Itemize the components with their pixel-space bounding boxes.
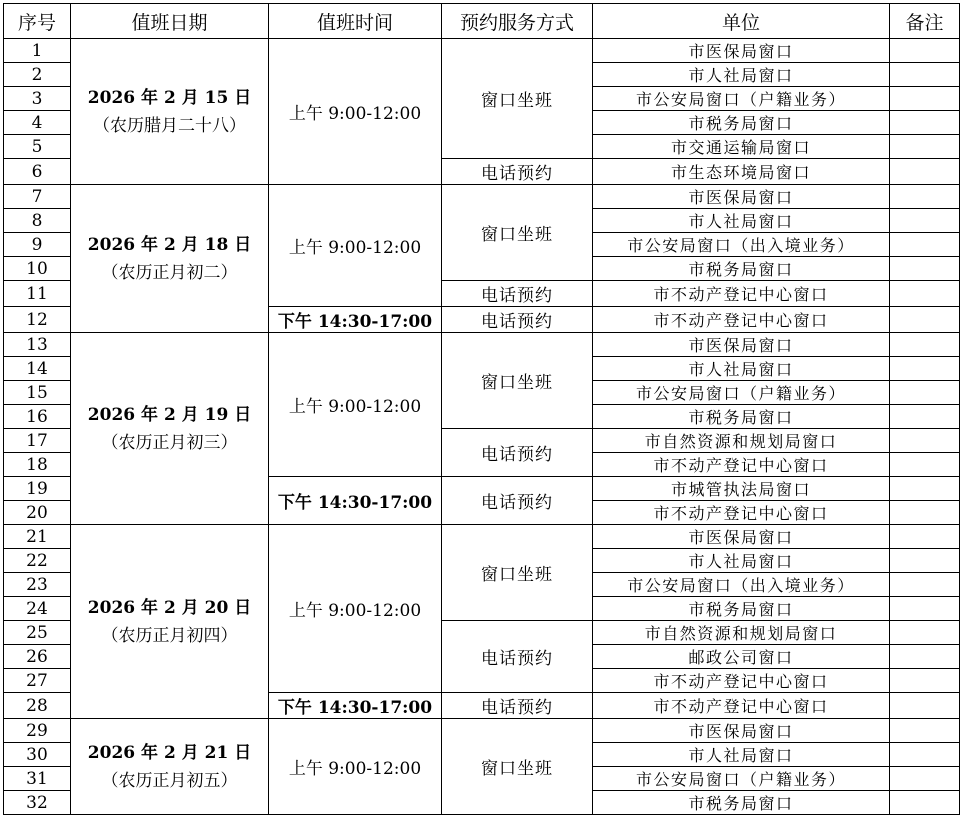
note-cell — [890, 597, 960, 621]
time-cell: 下午 14:30-17:00 — [269, 693, 442, 719]
note-cell — [890, 791, 960, 815]
note-cell — [890, 719, 960, 743]
time-cell: 下午 14:30-17:00 — [269, 477, 442, 525]
seq-cell: 12 — [4, 307, 71, 333]
note-cell — [890, 549, 960, 573]
note-cell — [890, 693, 960, 719]
unit-cell: 市人社局窗口 — [593, 743, 890, 767]
note-cell — [890, 307, 960, 333]
unit-cell: 市公安局窗口（户籍业务） — [593, 87, 890, 111]
note-cell — [890, 525, 960, 549]
unit-cell: 市公安局窗口（户籍业务） — [593, 767, 890, 791]
unit-cell: 市医保局窗口 — [593, 333, 890, 357]
seq-cell: 7 — [4, 185, 71, 209]
unit-cell: 市公安局窗口（出入境业务） — [593, 233, 890, 257]
unit-cell: 邮政公司窗口 — [593, 645, 890, 669]
seq-cell: 29 — [4, 719, 71, 743]
unit-cell: 市自然资源和规划局窗口 — [593, 621, 890, 645]
table-row — [4, 39, 960, 63]
seq-cell: 16 — [4, 405, 71, 429]
date-text: 2026 年 2 月 15 日 — [87, 87, 252, 108]
unit-cell: 市人社局窗口 — [593, 357, 890, 381]
note-cell — [890, 669, 960, 693]
seq-cell: 10 — [4, 257, 71, 281]
unit-cell: 市自然资源和规划局窗口 — [593, 429, 890, 453]
seq-cell: 28 — [4, 693, 71, 719]
seq-cell: 15 — [4, 381, 71, 405]
seq-cell: 19 — [4, 477, 71, 501]
header-seq: 序号 — [4, 4, 71, 39]
unit-cell: 市不动产登记中心窗口 — [593, 453, 890, 477]
mode-cell: 窗口坐班 — [442, 185, 593, 281]
seq-cell: 14 — [4, 357, 71, 381]
note-cell — [890, 111, 960, 135]
date-text: 2026 年 2 月 19 日 — [87, 404, 252, 425]
time-cell: 上午 9:00-12:00 — [269, 39, 442, 185]
seq-cell: 26 — [4, 645, 71, 669]
note-cell — [890, 357, 960, 381]
unit-cell: 市交通运输局窗口 — [593, 135, 890, 159]
time-cell: 上午 9:00-12:00 — [269, 333, 442, 477]
date-cell — [71, 333, 269, 525]
seq-cell: 23 — [4, 573, 71, 597]
time-cell: 上午 9:00-12:00 — [269, 185, 442, 307]
seq-cell: 11 — [4, 281, 71, 307]
date-text: 2026 年 2 月 18 日 — [87, 234, 252, 255]
unit-cell: 市不动产登记中心窗口 — [593, 501, 890, 525]
date-cell — [71, 719, 269, 815]
unit-cell: 市城管执法局窗口 — [593, 477, 890, 501]
seq-cell: 17 — [4, 429, 71, 453]
lunar-date-text: （农历正月初二） — [101, 262, 238, 283]
lunar-date-text: （农历正月初五） — [101, 770, 238, 791]
seq-cell: 18 — [4, 453, 71, 477]
table-row — [4, 333, 960, 357]
note-cell — [890, 257, 960, 281]
unit-cell: 市不动产登记中心窗口 — [593, 281, 890, 307]
header-row — [4, 4, 960, 39]
note-cell — [890, 87, 960, 111]
date-cell — [71, 185, 269, 333]
lunar-date-text: （农历正月初三） — [101, 432, 238, 453]
lunar-date-text: （农历腊月二十八） — [93, 115, 246, 136]
unit-cell: 市人社局窗口 — [593, 549, 890, 573]
seq-cell: 30 — [4, 743, 71, 767]
note-cell — [890, 135, 960, 159]
unit-cell: 市税务局窗口 — [593, 257, 890, 281]
unit-cell: 市公安局窗口（户籍业务） — [593, 381, 890, 405]
seq-cell: 27 — [4, 669, 71, 693]
seq-cell: 8 — [4, 209, 71, 233]
seq-cell: 32 — [4, 791, 71, 815]
note-cell — [890, 645, 960, 669]
note-cell — [890, 185, 960, 209]
unit-cell: 市不动产登记中心窗口 — [593, 307, 890, 333]
seq-cell: 25 — [4, 621, 71, 645]
note-cell — [890, 39, 960, 63]
unit-cell: 市不动产登记中心窗口 — [593, 669, 890, 693]
note-cell — [890, 281, 960, 307]
seq-cell: 2 — [4, 63, 71, 87]
table-row — [4, 525, 960, 549]
unit-cell: 市税务局窗口 — [593, 791, 890, 815]
unit-cell: 市医保局窗口 — [593, 185, 890, 209]
note-cell — [890, 453, 960, 477]
seq-cell: 13 — [4, 333, 71, 357]
seq-cell: 5 — [4, 135, 71, 159]
unit-cell: 市生态环境局窗口 — [593, 159, 890, 185]
mode-cell: 窗口坐班 — [442, 39, 593, 159]
unit-cell: 市税务局窗口 — [593, 405, 890, 429]
header-note: 备注 — [890, 4, 960, 39]
mode-cell: 电话预约 — [442, 621, 593, 693]
unit-cell: 市医保局窗口 — [593, 39, 890, 63]
time-cell: 上午 9:00-12:00 — [269, 525, 442, 693]
seq-cell: 22 — [4, 549, 71, 573]
seq-cell: 6 — [4, 159, 71, 185]
unit-cell: 市不动产登记中心窗口 — [593, 693, 890, 719]
time-cell: 上午 9:00-12:00 — [269, 719, 442, 815]
seq-cell: 21 — [4, 525, 71, 549]
unit-cell: 市医保局窗口 — [593, 525, 890, 549]
note-cell — [890, 429, 960, 453]
mode-cell: 电话预约 — [442, 693, 593, 719]
seq-cell: 3 — [4, 87, 71, 111]
header-mode: 预约服务方式 — [442, 4, 593, 39]
mode-cell: 电话预约 — [442, 307, 593, 333]
header-unit: 单位 — [593, 4, 890, 39]
unit-cell: 市人社局窗口 — [593, 209, 890, 233]
lunar-date-text: （农历正月初四） — [101, 625, 238, 646]
note-cell — [890, 767, 960, 791]
mode-cell: 窗口坐班 — [442, 525, 593, 621]
note-cell — [890, 381, 960, 405]
unit-cell: 市医保局窗口 — [593, 719, 890, 743]
date-text: 2026 年 2 月 21 日 — [87, 742, 252, 763]
note-cell — [890, 63, 960, 87]
duty-schedule-table — [3, 3, 960, 815]
unit-cell: 市税务局窗口 — [593, 597, 890, 621]
header-time: 值班时间 — [269, 4, 442, 39]
date-cell — [71, 525, 269, 719]
mode-cell: 电话预约 — [442, 281, 593, 307]
note-cell — [890, 621, 960, 645]
note-cell — [890, 333, 960, 357]
date-cell — [71, 39, 269, 185]
unit-cell: 市税务局窗口 — [593, 111, 890, 135]
table-row — [4, 719, 960, 743]
note-cell — [890, 743, 960, 767]
seq-cell: 24 — [4, 597, 71, 621]
seq-cell: 4 — [4, 111, 71, 135]
note-cell — [890, 501, 960, 525]
header-date: 值班日期 — [71, 4, 269, 39]
unit-cell: 市人社局窗口 — [593, 63, 890, 87]
seq-cell: 31 — [4, 767, 71, 791]
mode-cell: 电话预约 — [442, 477, 593, 525]
note-cell — [890, 573, 960, 597]
note-cell — [890, 477, 960, 501]
mode-cell: 电话预约 — [442, 429, 593, 477]
seq-cell: 9 — [4, 233, 71, 257]
mode-cell: 窗口坐班 — [442, 333, 593, 429]
time-cell: 下午 14:30-17:00 — [269, 307, 442, 333]
mode-cell: 电话预约 — [442, 159, 593, 185]
date-text: 2026 年 2 月 20 日 — [87, 597, 252, 618]
table-row — [4, 185, 960, 209]
seq-cell: 1 — [4, 39, 71, 63]
note-cell — [890, 233, 960, 257]
mode-cell: 窗口坐班 — [442, 719, 593, 815]
note-cell — [890, 209, 960, 233]
note-cell — [890, 405, 960, 429]
unit-cell: 市公安局窗口（出入境业务） — [593, 573, 890, 597]
seq-cell: 20 — [4, 501, 71, 525]
note-cell — [890, 159, 960, 185]
